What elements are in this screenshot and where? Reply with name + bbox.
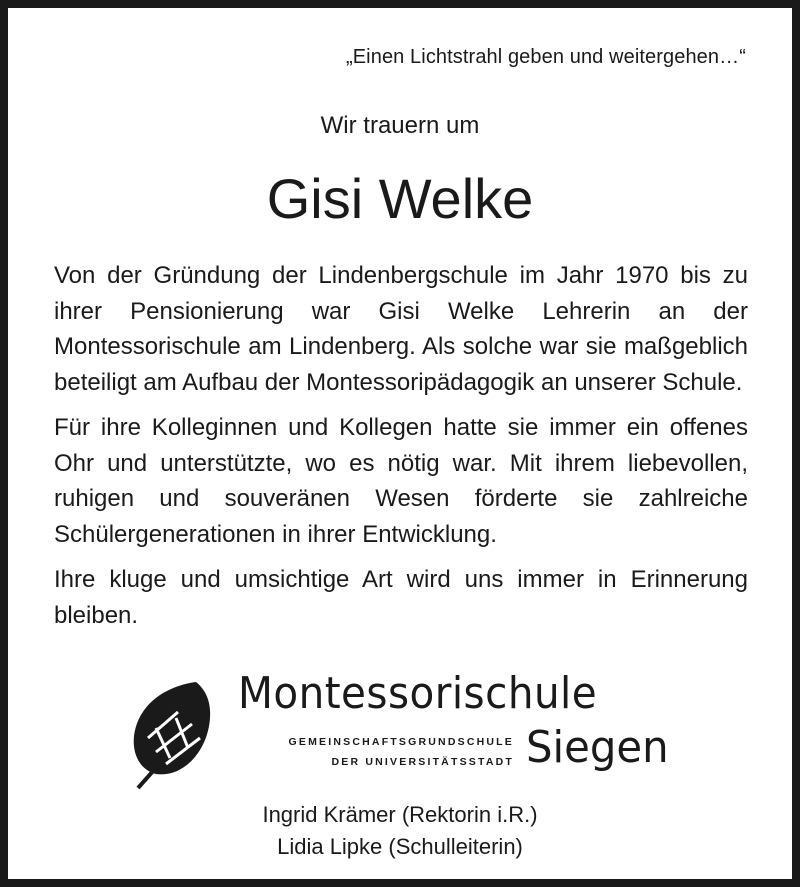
school-wordmark: Montessorischule — [238, 668, 598, 719]
signature-2: Lidia Lipke (Schulleiterin) — [277, 834, 523, 859]
signature-1: Ingrid Krämer (Rektorin i.R.) — [262, 802, 538, 827]
paragraph-1: Von der Gründung der Lindenbergschule im Jahr 1970 bis zu ihrer Pensionierung war Gisi Welke Lehrerin an der Montessorischule am Lindenberg. Als solche war sie maßgeblich beteiligt am Aufbau der Montessoripädagogik an unserer Schule. — [54, 262, 748, 396]
notice-body — [54, 258, 748, 643]
deceased-name: Gisi Welke — [266, 167, 534, 230]
school-logo — [126, 670, 696, 790]
logo-subtitle-1: GEMEINSCHAFTSGRUNDSCHULE — [288, 736, 514, 748]
logo-subtitle-2: DER UNIVERSITÄTSSTADT — [331, 756, 514, 768]
paragraph-3: Ihre kluge und umsichtige Art wird uns immer in Erinnerung bleiben. — [54, 566, 748, 629]
quote-line: „Einen Lichtstrahl geben und weitergehen…“ — [345, 46, 746, 68]
paragraph-2: Für ihre Kolleginnen und Kollegen hatte sie immer ein offenes Ohr und unterstützte, wo es nötig war. Mit ihrem liebevollen, ruhigen und souveränen Wesen förderte sie zahlreiche Schülergenerationen in ihrer Entwicklung. — [54, 414, 748, 548]
leaf-icon — [126, 678, 216, 790]
logo-city: Siegen — [526, 722, 669, 773]
intro-line: Wir trauern um — [320, 112, 480, 139]
